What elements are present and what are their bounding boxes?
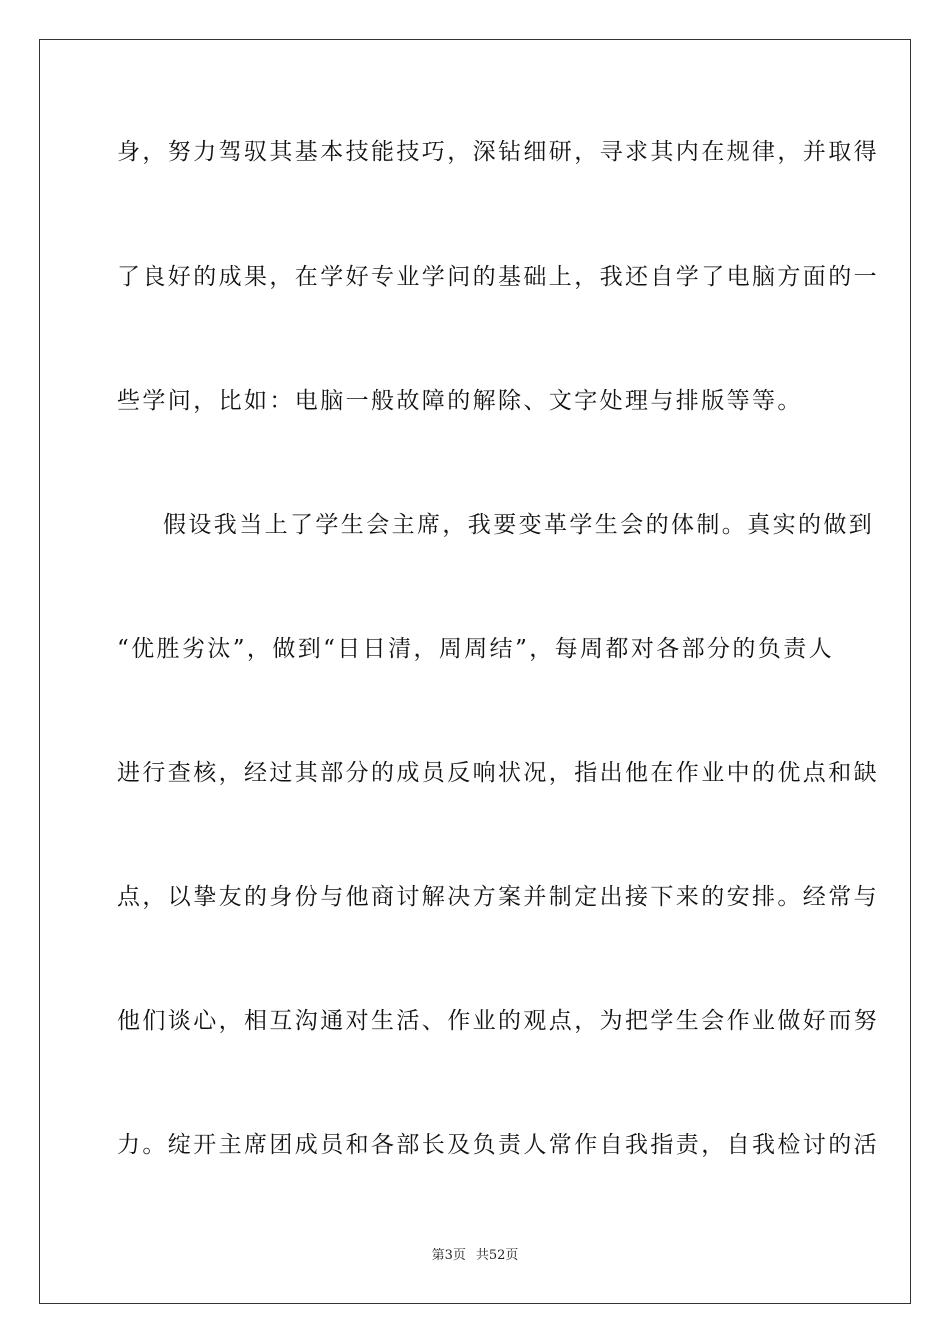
body-text-line: 进行查核，经过其部分的成员反响状况，指出他在作业中的优点和缺 <box>117 760 879 786</box>
body-text-line: 他们谈心，相互沟通对生活、作业的观点，为把学生会作业做好而努 <box>117 1008 879 1034</box>
page-border <box>39 39 911 1304</box>
body-text-line: 点，以挚友的身份与他商讨解决方案并制定出接下来的安排。经常与 <box>117 884 879 910</box>
paragraph-start-line: 假设我当上了学生会主席，我要变革学生会的体制。真实的做到 <box>163 512 875 538</box>
page-number: 第3页 <box>431 1248 466 1263</box>
body-text-line: 身，努力驾驭其基本技能技巧，深钻细研，寻求其内在规律，并取得 <box>117 139 879 165</box>
body-text-line: “优胜劣汰”，做到“日日清，周周结”，每周都对各部分的负责人 <box>117 636 835 662</box>
page-footer <box>0 1247 950 1265</box>
body-text-line: 些学问，比如：电脑一般故障的解除、文字处理与排版等等。 <box>117 388 803 414</box>
page-total: 共52页 <box>475 1248 519 1263</box>
body-text-line: 力。绽开主席团成员和各部长及负责人常作自我指责，自我检讨的活 <box>117 1132 879 1158</box>
body-text-line: 了良好的成果，在学好专业学问的基础上，我还自学了电脑方面的一 <box>117 264 879 290</box>
